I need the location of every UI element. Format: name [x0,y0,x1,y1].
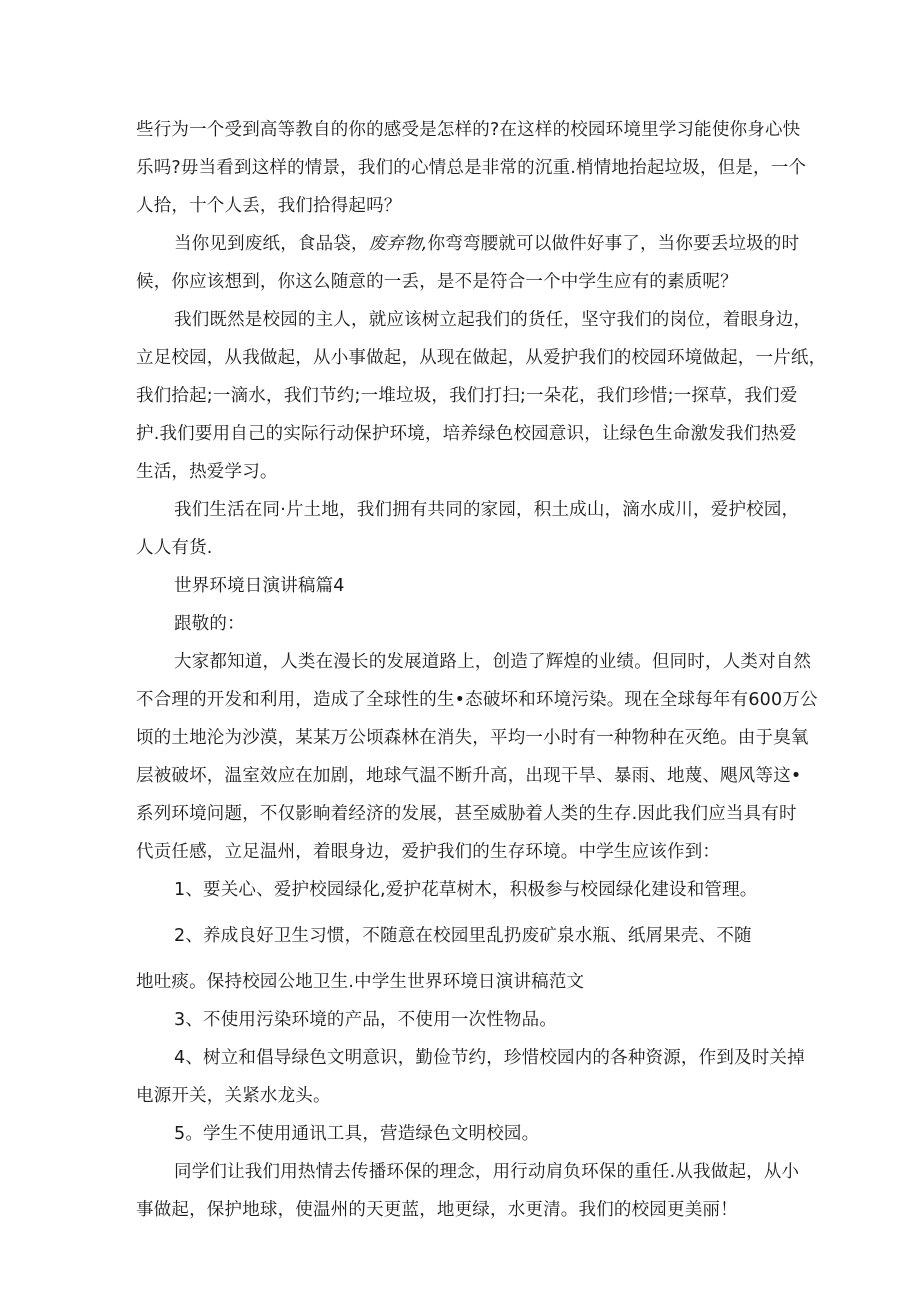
text-line: 地吐痰。保持校园公地卫生.中学生世界环境日演讲稿范文 [136,972,585,992]
text-line: 层被破坏，温室效应在加剧，地球气温不断升高，出现干旱、暴雨、地蔑、飓风等这• [136,766,802,786]
list-item: 3、不使用污染环境的产品，不使用一次性物品。 [174,1010,558,1030]
list-item: 5。学生不使用通讯工具，营造绿色文明校园。 [174,1124,540,1144]
text-line: 乐吗?毋当看到这样的情景，我们的心情总是非常的沉重.梢情地抬起垃圾，但是，一个 [136,158,807,178]
salutation: 跟敬的： [174,614,245,634]
text-run: 当你见到废纸，食品袋， [174,234,369,254]
text-line: 不合理的开发和利用，造成了全球性的生•态破坏和环境污染。现在全球每年有600万公 [136,690,818,710]
text-line: 顷的土地沦为沙漠，某某万公顷森林在消失，平均一小时有一种物种在灭绝。由于臭氧 [136,728,809,748]
list-item: 2、养成良好卫生习惯，不随意在校园里乱扔废矿泉水瓶、纸屑果壳、不随 [174,926,752,946]
text-line: 立足校园，从我做起，从小事做起，从现在做起，从爱护我们的校园环境做起，一片纸， [136,348,827,368]
italic-text-run: 废弃物, [368,234,428,254]
text-line: 护.我们要用自己的实际行动保护环境，培养绿色校园意识，让绿色生命激发我们热爱 [136,424,797,444]
text-line: 我们拾起;一滴水，我们节约;一堆垃圾，我们打扫;一朵花，我们珍惜;一探草，我们爱 [136,386,798,406]
text-line: 我们生活在同·片土地，我们拥有共同的家园，积土成山，滴水成川，爱护校园， [174,500,800,520]
text-line: 代贡任感，立足温州，着眼身边，爱护我们的生存环境。中学生应该作到： [136,842,721,862]
text-line: 生活，热爱学习。 [136,462,278,482]
list-item: 1、要关心、爱护校园绿化,爱护花草树木，积极参与校园绿化建设和管理。 [174,880,758,900]
text-line: 人人有货. [136,538,213,558]
text-line: 些行为一个受到高等教自的你的感受是怎样的?在这样的校园环境里学习能使你身心快 [136,120,801,140]
text-line [174,231,799,257]
text-run: 你弯弯腰就可以做件好事了，当你要丢垃圾的时 [427,234,800,254]
text-line: 大家都知道，人类在漫长的发展道路上，创造了辉煌的业绩。但同时，人类对自然 [174,652,812,672]
text-line: 候，你应该想到，你这么随意的一丢，是不是符合一个中学生应有的素质呢？ [136,272,738,292]
text-line: 同学们让我们用热情去传播环保的理念，用行动肩负环保的重任.从我做起，从小 [174,1162,800,1182]
text-line: 我们既然是校园的主人，就应该树立起我们的货任，坚守我们的岗位，着眼身边， [174,310,812,330]
list-item: 4、树立和倡导绿色文明意识，勤俭节约，珍惜校园内的各种资源，作到及时关掉 [174,1048,805,1068]
text-line: 系列环境问题，不仅影晌着经济的发展，甚至威胁着人类的生存.因此我们应当具有时 [136,804,797,824]
text-line: 电源开关，关紧水龙头。 [136,1086,331,1106]
text-line: 事做起，保护地球，使温州的天更蓝，地更绿，水更清。我们的校园更美丽！ [136,1200,738,1220]
text-line: 人拾，十个人丢，我们拾得起吗？ [136,196,402,216]
section-heading: 世界环境日演讲稿篇4 [174,576,345,596]
